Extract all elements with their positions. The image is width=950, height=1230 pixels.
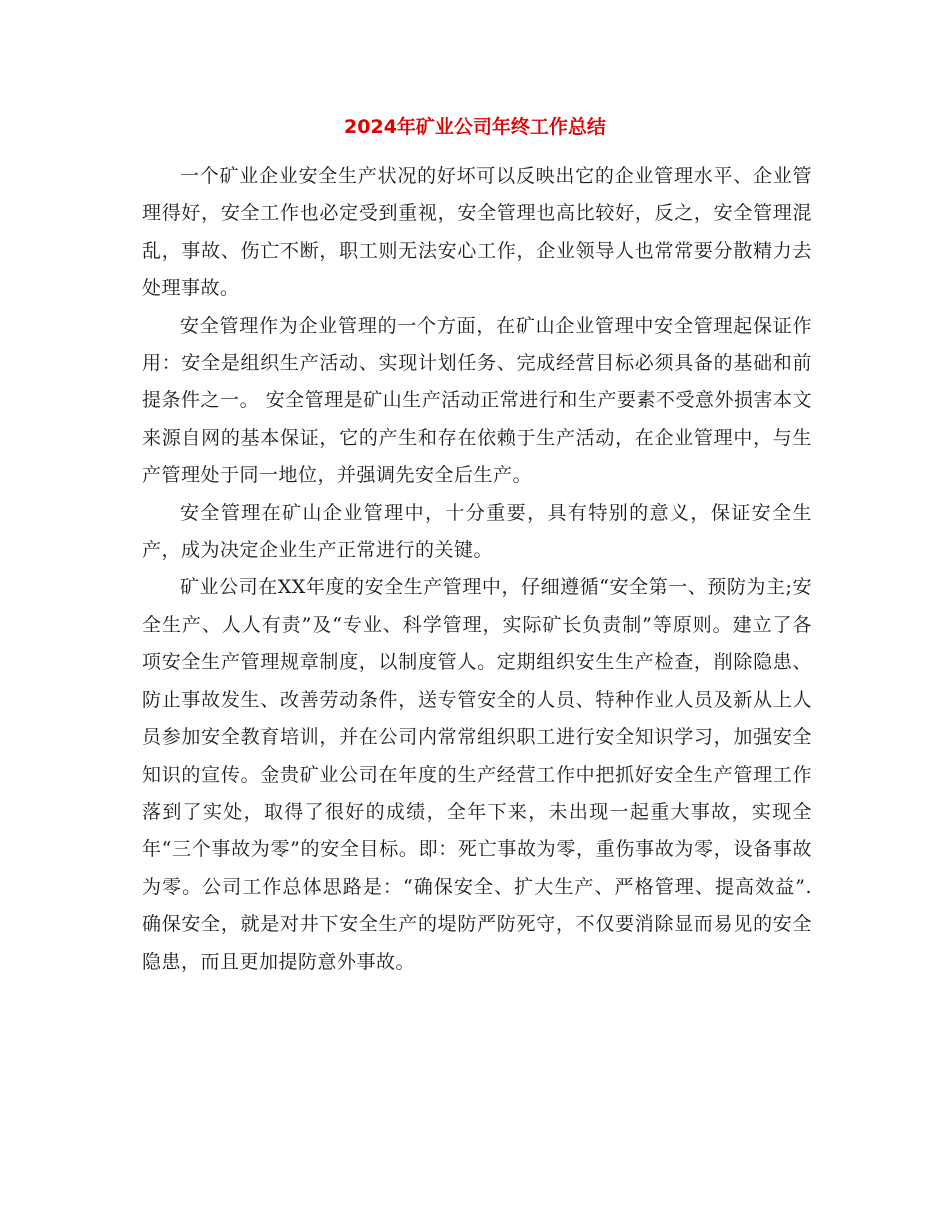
- document-body: [142, 158, 812, 981]
- document-title: 2024年矿业公司年终工作总结: [344, 116, 606, 138]
- paragraph-3: 安全管理在矿山企业管理中，十分重要，具有特别的意义，保证安全生产，成为决定企业生产正常进行的关键。: [142, 501, 812, 562]
- paragraph-1: 一个矿业企业安全生产状况的好坏可以反映出它的企业管理水平、企业管理得好，安全工作也必定受到重视，安全管理也高比较好，反之，安全管理混乱，事故、伤亡不断，职工则无法安心工作，企业领导人也常常要分散精力去处理事故。: [142, 165, 812, 300]
- paragraph-4: 矿业公司在XX年度的安全生产管理中，仔细遵循“安全第一、预防为主;安全生产、人人有责”及“专业、科学管理，实际矿长负责制”等原则。建立了各项安全生产管理规章制度，以制度管人。定期组织安生生产检查，削除隐患、防止事故发生、改善劳动条件，送专管安全的人员、特种作业人员及新从上人员参加安全教育培训，并在公司内常常组织职工进行安全知识学习，加强安全知识的宣传。金贵矿业公司在年度的生产经营工作中把抓好安全生产管理工作落到了实处，取得了很好的成绩，全年下来，未出现一起重大事故，实现全年“三个事故为零”的安全目标。即：死亡事故为零，重伤事故为零，设备事故为零。公司工作总体思路是：“确保安全、扩大生产、严格管理、提高效益”.确保安全，就是对井下安全生产的堤防严防死守，不仅要消除显而易见的安全隐患，而且更加提防意外事故。: [142, 576, 812, 973]
- paragraph-2: 安全管理作为企业管理的一个方面，在矿山企业管理中安全管理起保证作用：安全是组织生产活动、实现计划任务、完成经营目标必须具备的基础和前提条件之一。 安全管理是矿山生产活动正常进行和生产要素不受意外损害本文来源自网的基本保证，它的产生和存在依赖于生产活动，在企业管理中，与生产管理处于同一地位，并强调先安全后生产。: [142, 314, 812, 487]
